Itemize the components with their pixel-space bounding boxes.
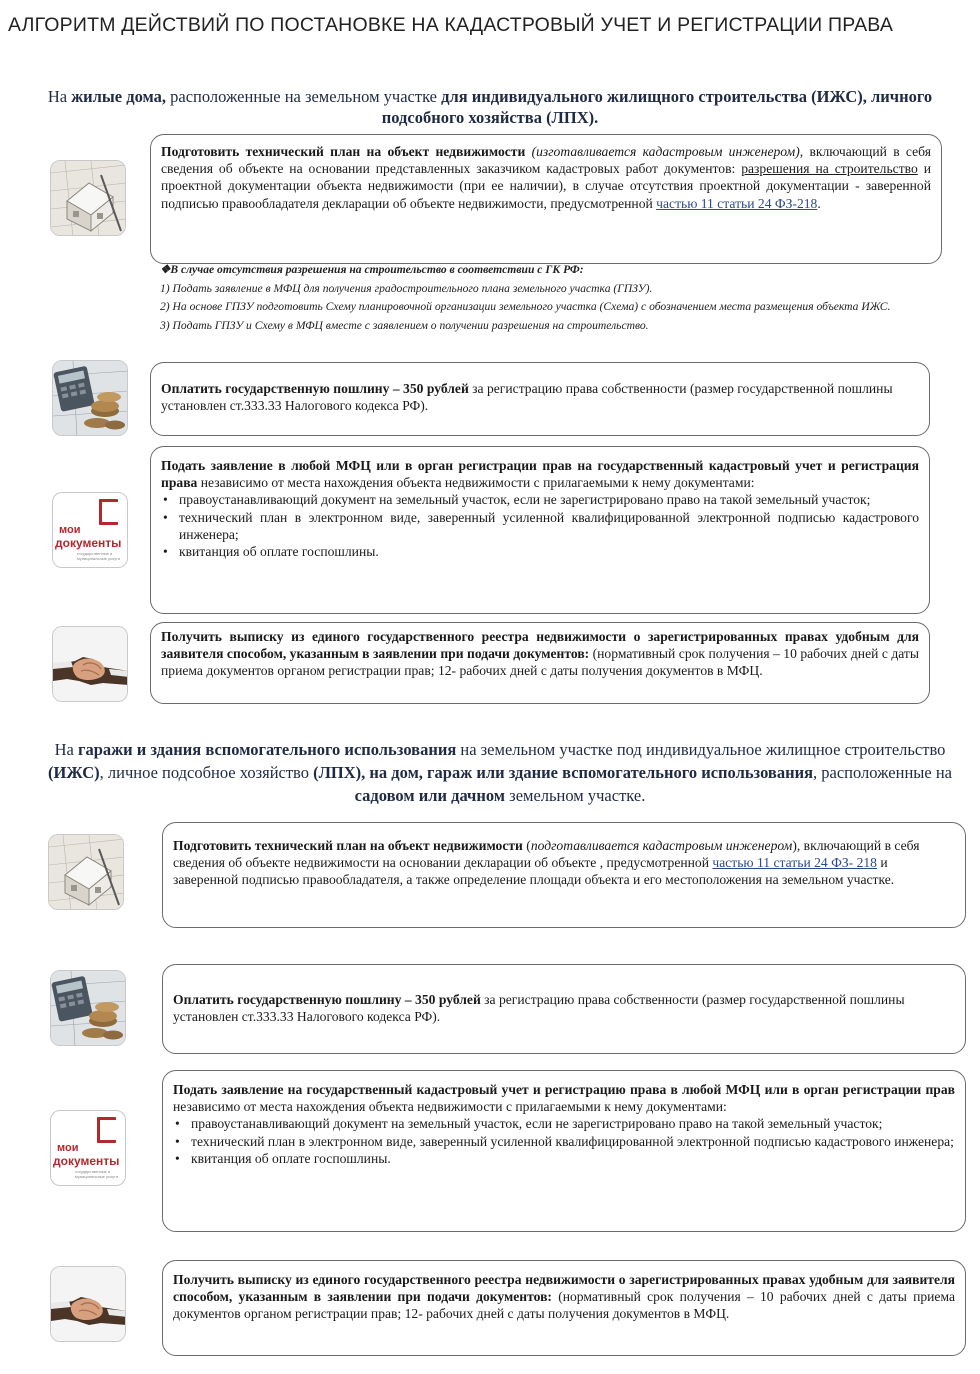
s2-step4-text: Получить выписку из единого государственного реестра недвижимости о зарегистрированных правах удобным для заявителя способом, указанным в заявлении при подачи документов: (нормативный срок получения – 10 рабочих дней с даты приема документов органом регистрации прав; 12- рабочих дней с даты получения документов в МФЦ. bbox=[173, 1272, 955, 1322]
s2-step3-box bbox=[162, 1070, 966, 1232]
moi-dokumenty-logo bbox=[52, 492, 128, 568]
s1-step2-text: Оплатить государственную пошлину – 350 рублей за регистрацию права собственности (размер государственной пошлины установлен ст.333.33 Налогового кодекса РФ). bbox=[161, 381, 893, 414]
s1-step1-box bbox=[150, 134, 942, 264]
list-item: • технический план в электронном виде, заверенный усиленной квалифицированной электронной подписью кадастрового инженера; bbox=[173, 1133, 955, 1150]
coins-calculator-icon bbox=[50, 970, 126, 1046]
logo-mark bbox=[97, 1117, 116, 1143]
logo-line1: мои bbox=[59, 524, 81, 536]
list-item: • квитанция об оплате госпошлины. bbox=[173, 1150, 955, 1167]
notes-header: ❖В случае отсутствия разрешения на строительство в соответствии с ГК РФ: bbox=[160, 263, 584, 276]
section2-heading: На гаражи и здания вспомогательного использования на земельном участке под индивидуальное жилищное строительство (ИЖС), личное подсобное хозяйство (ЛПХ), на дом, гараж или здание вспомогательного использования, расположенные на садовом или дачном земельном участке. bbox=[48, 740, 952, 805]
s1-step1-text: Подготовить технический план на объект недвижимости (изготавливается кадастровым инженером), включающий в себя сведения об объекте на основании представленных заказчиком кадастровых работ документов: разрешения на строительство и проектной документации объекта недвижимости (при ее наличии), в случае отсутствия проектной документации - заверенной подписью правообладателя декларации об объекте недвижимости, предусмотренной частью 11 статьи 24 ФЗ-218. bbox=[161, 144, 931, 211]
s2-step1-box bbox=[162, 822, 966, 928]
document-title: АЛГОРИТМ ДЕЙСТВИЙ ПО ПОСТАНОВКЕ НА КАДАСТРОВЫЙ УЧЕТ И РЕГИСТРАЦИИ ПРАВА bbox=[8, 14, 894, 36]
coins-calculator-icon bbox=[52, 360, 128, 436]
s2-step1-text: Подготовить технический план на объект недвижимости (подготавливается кадастровым инженером), включающий в себя сведения об объекте недвижимости на основании декларации об объекте , предусмотренной частью 11 статьи 24 ФЗ- 218 и заверенной подписью правообладателя, а также определение площади объекта и его местоположения на земельном участке. bbox=[173, 838, 920, 888]
s1-step4-text: Получить выписку из единого государственного реестра недвижимости о зарегистрированных правах удобным для заявителя способом, указанным в заявлении при подачи документов: (нормативный срок получения – 10 рабочих дней с даты приема документов органом регистрации прав; 12- рабочих дней с даты получения документов в МФЦ. bbox=[161, 629, 919, 679]
s1-step3-list bbox=[161, 491, 919, 560]
list-item: • технический план в электронном виде, заверенный усиленной квалифицированной электронной подписью кадастрового инженера; bbox=[161, 509, 919, 543]
s2-step4-box bbox=[162, 1260, 966, 1356]
handshake-icon bbox=[50, 1266, 126, 1342]
logo-line1: мои bbox=[57, 1142, 79, 1154]
note-item: 1) Подать заявление в МФЦ для получения градостроительного плана земельного участка (ГПЗУ). bbox=[160, 281, 653, 295]
s1-step3-box bbox=[150, 446, 930, 614]
list-item: • правоустанавливающий документ на земельный участок, если не зарегистрировано право на такой земельный участок; bbox=[173, 1115, 955, 1132]
note-item: 2) На основе ГПЗУ подготовить Схему планировочной организации земельного участка (Схема) с обозначением места размещения объекта ИЖС. bbox=[160, 300, 891, 313]
s2-step3-text: Подать заявление на государственный кадастровый учет и регистрацию права в любой МФЦ или в орган регистрации прав независимо от места нахождения объекта недвижимости с прилагаемыми к нему документами: bbox=[173, 1082, 955, 1115]
logo-line2: документы bbox=[55, 536, 122, 550]
note-item: 3) Подать ГПЗУ и Схему в МФЦ вместе с заявлением о получении разрешения на строительство. bbox=[160, 318, 649, 332]
s1-step2-box bbox=[150, 362, 930, 436]
list-item: • правоустанавливающий документ на земельный участок, если не зарегистрировано право на такой земельный участок; bbox=[161, 491, 919, 508]
logo-small: государственные и муниципальные услуги bbox=[77, 551, 120, 561]
handshake-icon bbox=[52, 626, 128, 702]
s2-step3-list bbox=[173, 1115, 955, 1167]
house-plan-icon bbox=[48, 834, 124, 910]
law-link[interactable]: частью 11 статьи 24 ФЗ- 218 bbox=[712, 855, 877, 871]
logo-mark bbox=[99, 499, 118, 525]
list-item: • квитанция об оплате госпошлины. bbox=[161, 543, 919, 560]
logo-line2: документы bbox=[53, 1154, 120, 1168]
moi-dokumenty-logo bbox=[50, 1110, 126, 1186]
s2-step2-box bbox=[162, 964, 966, 1054]
s2-step2-text: Оплатить государственную пошлину – 350 рублей за регистрацию права собственности (размер государственной пошлины установлен ст.333.33 Налогового кодекса РФ). bbox=[173, 992, 905, 1025]
s1-step3-text: Подать заявление в любой МФЦ или в орган регистрации прав на государственный кадастровый учет и регистрация права независимо от места нахождения объекта недвижимости с прилагаемыми к нему документами: bbox=[161, 458, 919, 491]
law-link[interactable]: частью 11 статьи 24 ФЗ-218 bbox=[656, 195, 818, 211]
house-plan-icon bbox=[50, 160, 126, 236]
logo-small: государственные и муниципальные услуги bbox=[75, 1169, 118, 1179]
s1-step4-box bbox=[150, 622, 930, 704]
section1-heading: На жилые дома, расположенные на земельном участке для индивидуального жилищного строительства (ИЖС), личного подсобного хозяйства (ЛПХ). bbox=[47, 87, 933, 127]
s1-permit-notes bbox=[160, 262, 920, 336]
